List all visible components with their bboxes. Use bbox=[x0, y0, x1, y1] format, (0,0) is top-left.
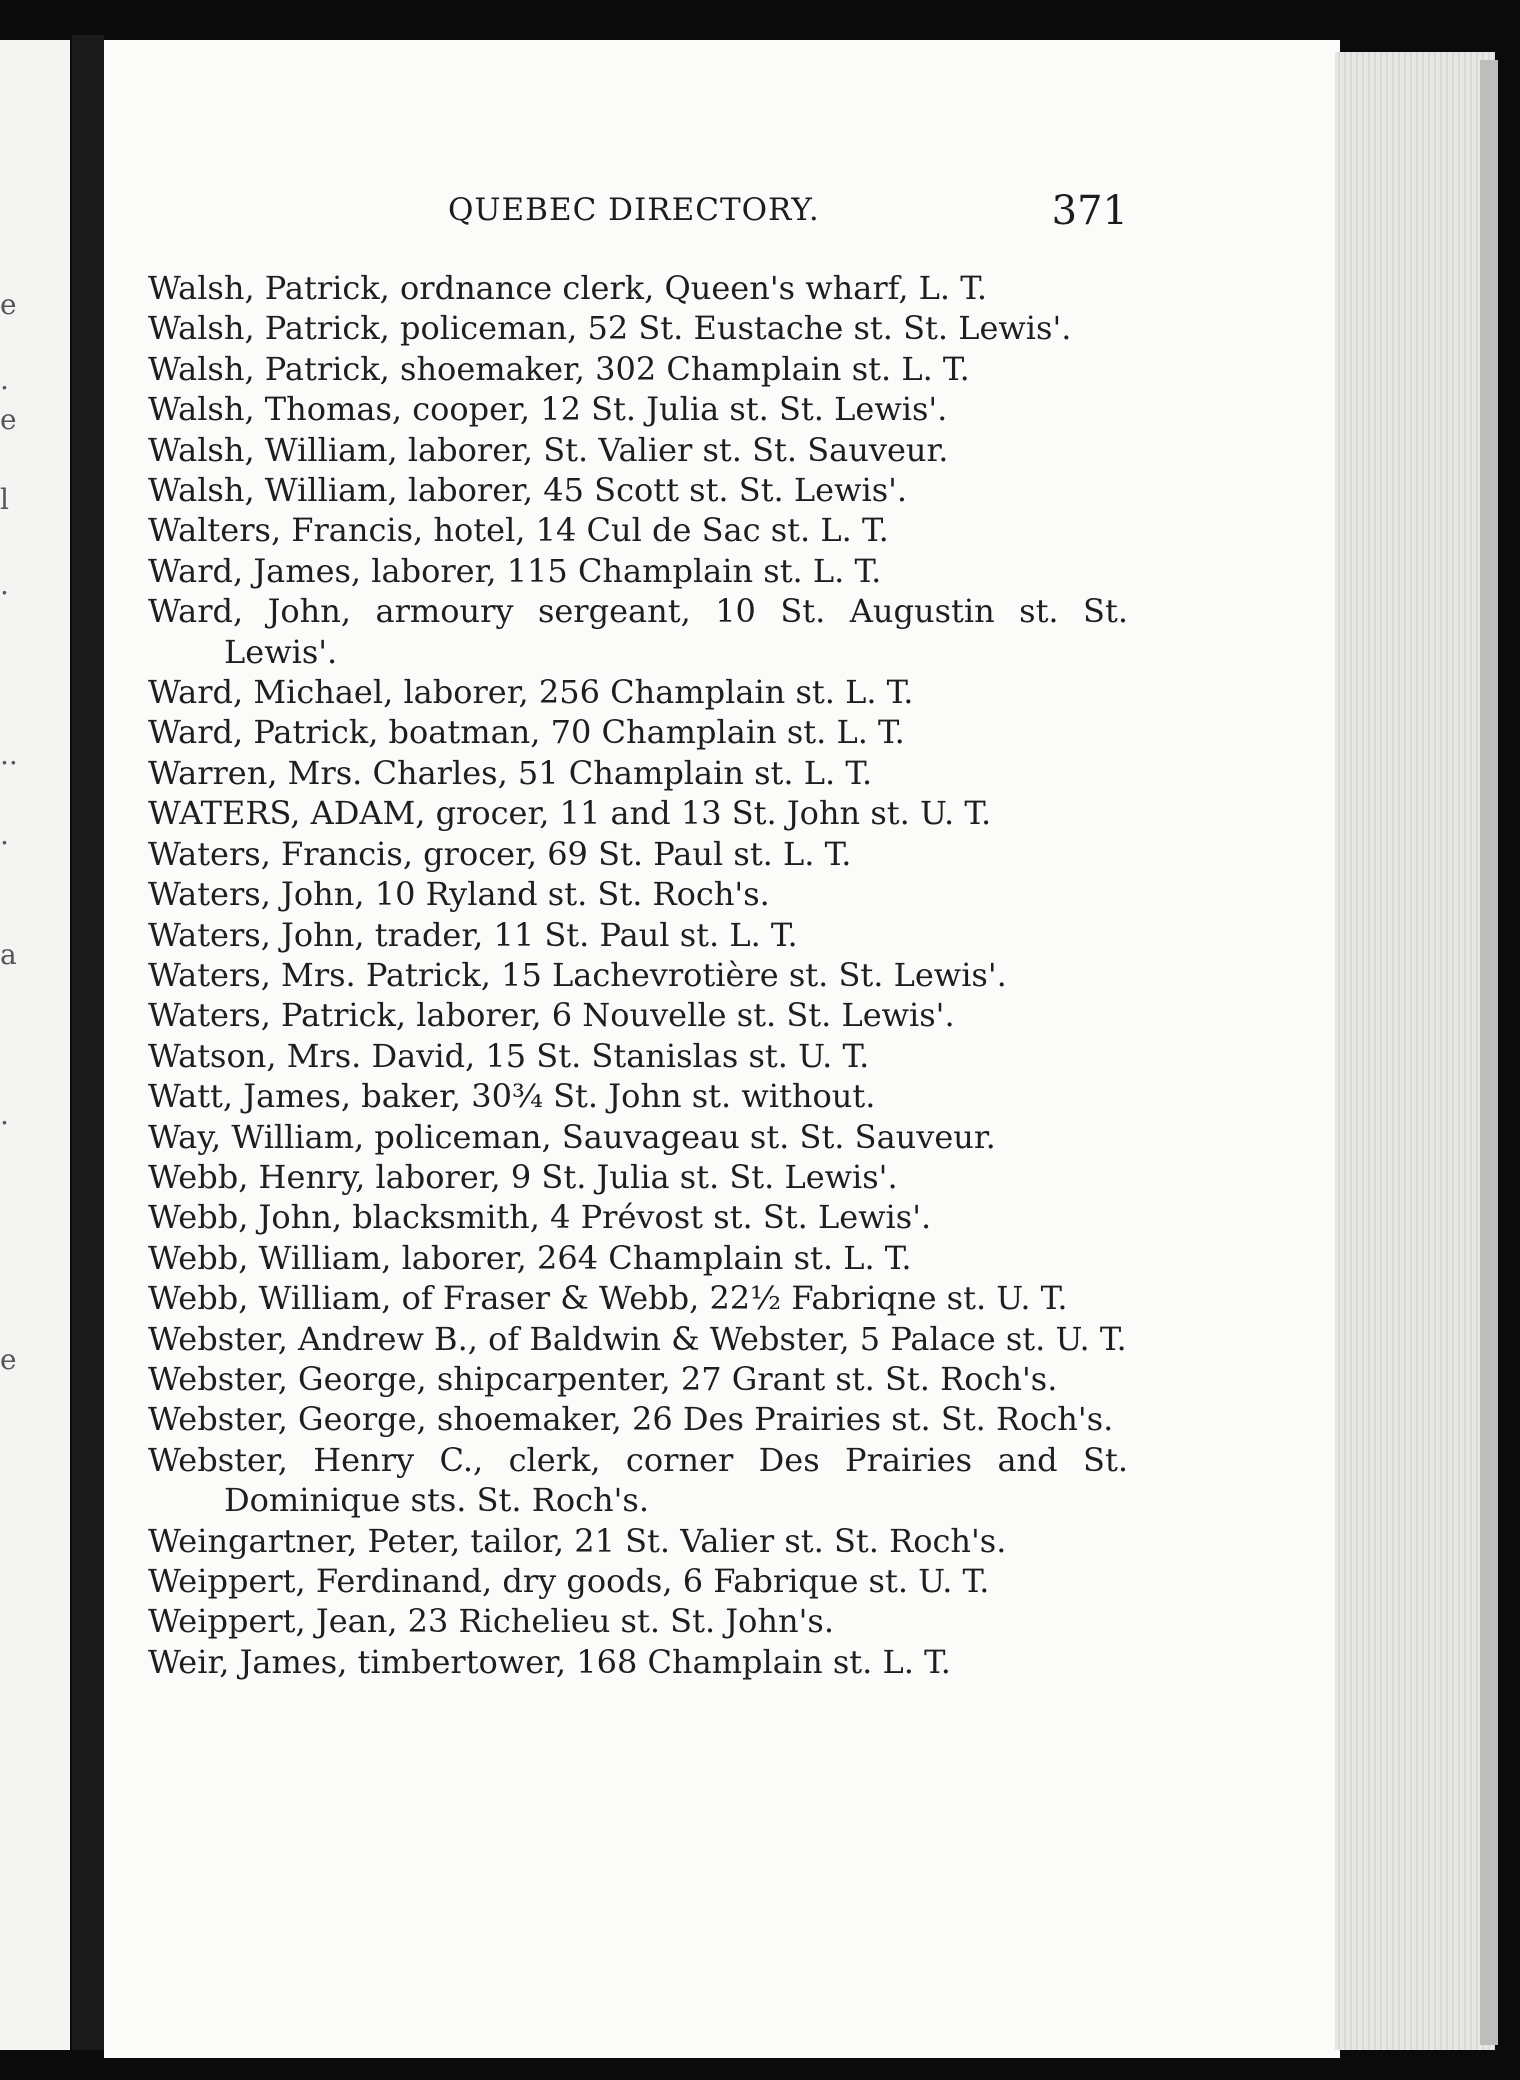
book-gutter bbox=[72, 35, 104, 2050]
directory-entry bbox=[148, 551, 1128, 591]
page-stack-shadow bbox=[1480, 60, 1498, 2045]
directory-entry bbox=[148, 915, 1128, 955]
facing-page-mark: . bbox=[0, 1098, 9, 1131]
entry-text: Ward, Michael, laborer, 256 Champlain st. L. T. bbox=[148, 673, 914, 712]
directory-entry bbox=[148, 1278, 1128, 1318]
directory-entry bbox=[148, 308, 1128, 348]
directory-entry bbox=[148, 1601, 1128, 1641]
entry-text: Weir, James, timbertower, 168 Champlain st. L. T. bbox=[148, 1642, 951, 1681]
directory-entry bbox=[148, 1036, 1128, 1076]
page-header bbox=[448, 188, 1128, 238]
entry-text: Watt, James, baker, 30¾ St. John st. without. bbox=[148, 1077, 876, 1116]
directory-entry bbox=[148, 1399, 1128, 1439]
directory-entry bbox=[148, 1521, 1128, 1561]
entry-text: Walsh, Thomas, cooper, 12 St. Julia st. St. Lewis'. bbox=[148, 390, 948, 429]
entry-text: Ward, James, laborer, 115 Champlain st. L. T. bbox=[148, 551, 882, 590]
entry-text: Webster, George, shipcarpenter, 27 Grant st. St. Roch's. bbox=[148, 1359, 1058, 1398]
facing-page-mark: e bbox=[0, 288, 17, 321]
directory-entry bbox=[148, 1561, 1128, 1601]
page-number: 371 bbox=[1051, 188, 1128, 234]
page-stack-edges bbox=[1335, 52, 1495, 2050]
entry-text: Ward, John, armoury sergeant, 10 St. Augustin st. St. Lewis'. bbox=[148, 592, 1128, 671]
directory-entry bbox=[148, 834, 1128, 874]
directory-entry bbox=[148, 955, 1128, 995]
directory-entry bbox=[148, 591, 1128, 672]
entry-text: Webster, Henry C., clerk, corner Des Prairies and St. Dominique sts. St. Roch's. bbox=[148, 1440, 1128, 1520]
entry-text: Walsh, Patrick, policeman, 52 St. Eustache st. St. Lewis'. bbox=[148, 309, 1072, 348]
directory-entry bbox=[148, 510, 1128, 550]
running-title: QUEBEC DIRECTORY. bbox=[448, 192, 820, 228]
entry-text: Waters, John, trader, 11 St. Paul st. L. T. bbox=[148, 915, 798, 954]
facing-page-mark: . bbox=[0, 363, 9, 396]
directory-entry bbox=[148, 1117, 1128, 1157]
entry-text: Warren, Mrs. Charles, 51 Champlain st. L. T. bbox=[148, 753, 873, 792]
entry-text: Walsh, Patrick, shoemaker, 302 Champlain st. L. T. bbox=[148, 349, 970, 388]
directory-entry bbox=[148, 430, 1128, 470]
facing-page-mark: . bbox=[0, 818, 9, 851]
facing-page-mark: e bbox=[0, 403, 17, 436]
entry-text: Walsh, William, laborer, 45 Scott st. St. Lewis'. bbox=[148, 471, 908, 510]
entry-text: Walsh, William, laborer, St. Valier st. St. Sauveur. bbox=[148, 430, 949, 469]
entry-text: Walsh, Patrick, ordnance clerk, Queen's wharf, L. T. bbox=[148, 269, 988, 307]
directory-entry bbox=[148, 1359, 1128, 1399]
directory-entry bbox=[148, 1197, 1128, 1237]
entry-text: Waters, Patrick, laborer, 6 Nouvelle st. St. Lewis'. bbox=[148, 996, 955, 1035]
directory-entry bbox=[148, 1076, 1128, 1116]
entry-text: Watson, Mrs. David, 15 St. Stanislas st. U. T. bbox=[148, 1036, 870, 1075]
entry-text: Webb, William, of Fraser & Webb, 22½ Fabriqne st. U. T. bbox=[148, 1279, 1068, 1318]
entry-text: Waters, Francis, grocer, 69 St. Paul st. L. T. bbox=[148, 834, 852, 873]
facing-page-mark: l bbox=[0, 483, 9, 516]
entry-text: Webb, Henry, laborer, 9 St. Julia st. St. Lewis'. bbox=[148, 1157, 898, 1196]
directory-entry bbox=[148, 1157, 1128, 1197]
directory-entry bbox=[148, 1319, 1128, 1359]
entry-text: Weippert, Ferdinand, dry goods, 6 Fabrique st. U. T. bbox=[148, 1562, 990, 1600]
entry-text: Webb, William, laborer, 264 Champlain st. L. T. bbox=[148, 1238, 912, 1277]
directory-entry bbox=[148, 268, 1128, 308]
facing-page-edge bbox=[0, 40, 70, 2050]
directory-entry bbox=[148, 1642, 1128, 1682]
directory-entry bbox=[148, 389, 1128, 429]
entry-text: Walters, Francis, hotel, 14 Cul de Sac st. L. T. bbox=[148, 511, 889, 550]
directory-entry bbox=[148, 672, 1128, 712]
entry-text: Weippert, Jean, 23 Richelieu st. St. John's. bbox=[148, 1602, 834, 1641]
facing-page-mark: .. bbox=[0, 738, 18, 771]
directory-entry bbox=[148, 349, 1128, 389]
entry-text: Waters, Mrs. Patrick, 15 Lachevrotière st. St. Lewis'. bbox=[148, 955, 1007, 994]
facing-page-mark: . bbox=[0, 568, 9, 601]
directory-entry bbox=[148, 712, 1128, 752]
directory-entry bbox=[148, 995, 1128, 1035]
directory-entry bbox=[148, 1440, 1128, 1521]
directory-entry bbox=[148, 753, 1128, 793]
entry-text: WATERS, ADAM, grocer, 11 and 13 St. John st. U. T. bbox=[148, 794, 992, 833]
entry-text: Webb, John, blacksmith, 4 Prévost st. St. Lewis'. bbox=[148, 1198, 932, 1237]
entry-text: Ward, Patrick, boatman, 70 Champlain st. L. T. bbox=[148, 713, 905, 752]
entry-text: Way, William, policeman, Sauvageau st. St. Sauveur. bbox=[148, 1117, 996, 1156]
directory-entry bbox=[148, 470, 1128, 510]
facing-page-mark: e bbox=[0, 1343, 17, 1376]
directory-entry bbox=[148, 1238, 1128, 1278]
entry-text: Webster, Andrew B., of Baldwin & Webster, 5 Palace st. U. T. bbox=[148, 1319, 1127, 1358]
directory-entry bbox=[148, 874, 1128, 914]
entry-text: Webster, George, shoemaker, 26 Des Prairies st. St. Roch's. bbox=[148, 1400, 1114, 1439]
directory-entries bbox=[148, 268, 1128, 1682]
facing-page-mark: a bbox=[0, 938, 17, 971]
directory-entry bbox=[148, 793, 1128, 833]
entry-text: Weingartner, Peter, tailor, 21 St. Valier st. St. Roch's. bbox=[148, 1521, 1007, 1560]
entry-text: Waters, John, 10 Ryland st. St. Roch's. bbox=[148, 875, 770, 914]
